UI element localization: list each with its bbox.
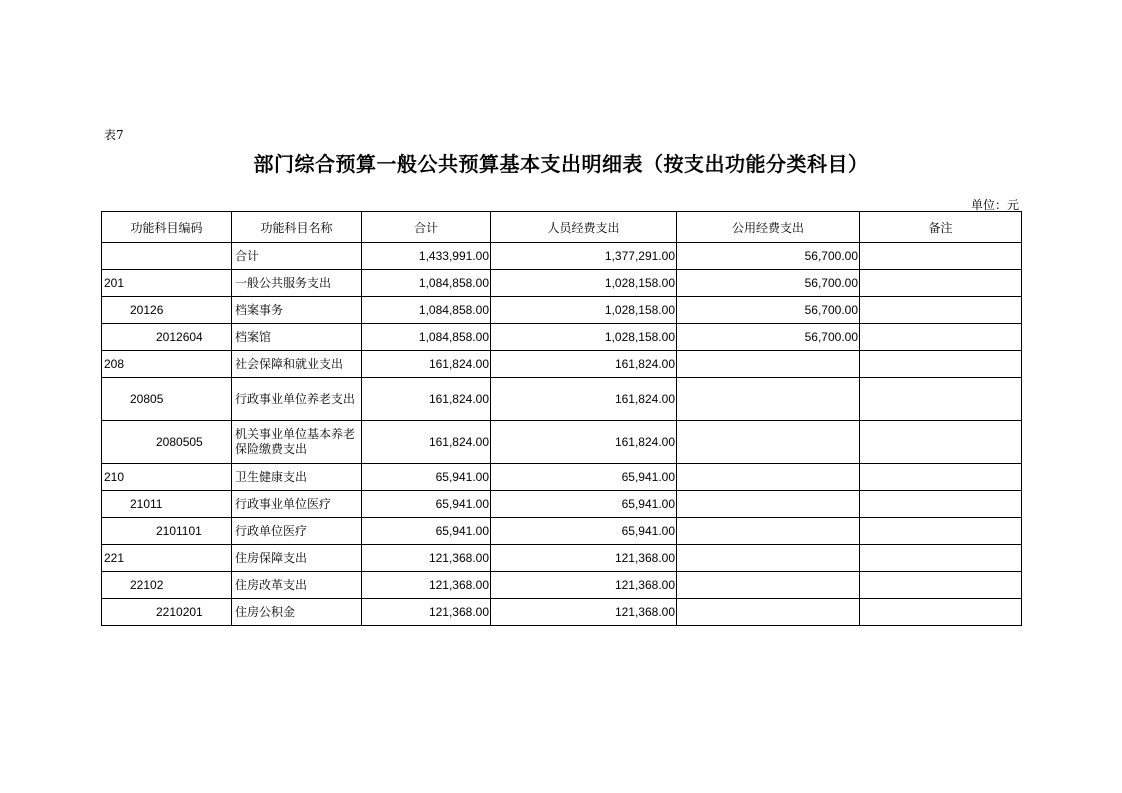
header-personnel: 人员经费支出 xyxy=(491,212,677,243)
cell-total: 121,368.00 xyxy=(362,572,491,599)
cell-name: 机关事业单位基本养老保险缴费支出 xyxy=(232,421,362,464)
cell-note xyxy=(860,572,1022,599)
header-code: 功能科目编码 xyxy=(102,212,232,243)
cell-code xyxy=(102,243,232,270)
cell-public xyxy=(677,378,860,421)
cell-name: 档案馆 xyxy=(232,324,362,351)
cell-name: 合计 xyxy=(232,243,362,270)
cell-name: 住房改革支出 xyxy=(232,572,362,599)
table-row xyxy=(102,351,1022,378)
cell-code: 2080505 xyxy=(102,421,232,464)
cell-public xyxy=(677,464,860,491)
cell-code: 20805 xyxy=(102,378,232,421)
cell-name: 行政事业单位养老支出 xyxy=(232,378,362,421)
cell-total: 121,368.00 xyxy=(362,599,491,626)
cell-total: 121,368.00 xyxy=(362,545,491,572)
cell-public: 56,700.00 xyxy=(677,324,860,351)
cell-personnel: 65,941.00 xyxy=(491,491,677,518)
cell-name: 一般公共服务支出 xyxy=(232,270,362,297)
cell-name: 社会保障和就业支出 xyxy=(232,351,362,378)
expenditure-table xyxy=(101,211,1022,626)
cell-note xyxy=(860,297,1022,324)
table-row xyxy=(102,572,1022,599)
cell-personnel: 65,941.00 xyxy=(491,518,677,545)
cell-code: 221 xyxy=(102,545,232,572)
cell-note xyxy=(860,599,1022,626)
cell-name: 卫生健康支出 xyxy=(232,464,362,491)
cell-personnel: 1,377,291.00 xyxy=(491,243,677,270)
table-row xyxy=(102,297,1022,324)
cell-personnel: 121,368.00 xyxy=(491,572,677,599)
cell-code: 210 xyxy=(102,464,232,491)
cell-public xyxy=(677,599,860,626)
cell-code: 20126 xyxy=(102,297,232,324)
cell-code: 22102 xyxy=(102,572,232,599)
table-row xyxy=(102,518,1022,545)
header-public: 公用经费支出 xyxy=(677,212,860,243)
header-total: 合计 xyxy=(362,212,491,243)
unit-label: 单位：元 xyxy=(970,198,1019,212)
table-row xyxy=(102,545,1022,572)
cell-name: 住房公积金 xyxy=(232,599,362,626)
cell-code: 21011 xyxy=(102,491,232,518)
table-row xyxy=(102,464,1022,491)
cell-personnel: 121,368.00 xyxy=(491,599,677,626)
cell-name: 行政单位医疗 xyxy=(232,518,362,545)
cell-public: 56,700.00 xyxy=(677,243,860,270)
cell-total: 1,084,858.00 xyxy=(362,297,491,324)
cell-personnel: 161,824.00 xyxy=(491,378,677,421)
cell-public xyxy=(677,421,860,464)
cell-note xyxy=(860,243,1022,270)
cell-personnel: 161,824.00 xyxy=(491,421,677,464)
cell-code: 2210201 xyxy=(102,599,232,626)
table-row xyxy=(102,324,1022,351)
page-title: 部门综合预算一般公共预算基本支出明细表（按支出功能分类科目） xyxy=(253,152,869,176)
cell-total: 161,824.00 xyxy=(362,378,491,421)
cell-name: 档案事务 xyxy=(232,297,362,324)
cell-total: 1,433,991.00 xyxy=(362,243,491,270)
cell-code: 208 xyxy=(102,351,232,378)
cell-note xyxy=(860,464,1022,491)
table-row xyxy=(102,599,1022,626)
cell-public xyxy=(677,545,860,572)
table-number: 表7 xyxy=(104,128,124,142)
cell-note xyxy=(860,351,1022,378)
cell-note xyxy=(860,491,1022,518)
cell-personnel: 121,368.00 xyxy=(491,545,677,572)
cell-note xyxy=(860,421,1022,464)
cell-total: 161,824.00 xyxy=(362,421,491,464)
cell-total: 65,941.00 xyxy=(362,518,491,545)
table-row xyxy=(102,270,1022,297)
cell-note xyxy=(860,378,1022,421)
table-row xyxy=(102,421,1022,464)
cell-total: 65,941.00 xyxy=(362,464,491,491)
cell-code: 2012604 xyxy=(102,324,232,351)
header-name: 功能科目名称 xyxy=(232,212,362,243)
cell-public xyxy=(677,351,860,378)
cell-public: 56,700.00 xyxy=(677,270,860,297)
cell-total: 1,084,858.00 xyxy=(362,324,491,351)
cell-total: 161,824.00 xyxy=(362,351,491,378)
cell-public xyxy=(677,491,860,518)
cell-public xyxy=(677,518,860,545)
cell-personnel: 1,028,158.00 xyxy=(491,270,677,297)
cell-total: 1,084,858.00 xyxy=(362,270,491,297)
cell-public: 56,700.00 xyxy=(677,297,860,324)
cell-note xyxy=(860,324,1022,351)
cell-public xyxy=(677,572,860,599)
table-row xyxy=(102,491,1022,518)
header-row xyxy=(102,212,1022,243)
cell-personnel: 65,941.00 xyxy=(491,464,677,491)
cell-personnel: 1,028,158.00 xyxy=(491,324,677,351)
cell-code: 2101101 xyxy=(102,518,232,545)
table-row xyxy=(102,243,1022,270)
cell-name: 住房保障支出 xyxy=(232,545,362,572)
table-row xyxy=(102,378,1022,421)
cell-personnel: 161,824.00 xyxy=(491,351,677,378)
cell-name: 行政事业单位医疗 xyxy=(232,491,362,518)
cell-note xyxy=(860,270,1022,297)
cell-code: 201 xyxy=(102,270,232,297)
cell-total: 65,941.00 xyxy=(362,491,491,518)
cell-note xyxy=(860,545,1022,572)
header-note: 备注 xyxy=(860,212,1022,243)
cell-personnel: 1,028,158.00 xyxy=(491,297,677,324)
cell-note xyxy=(860,518,1022,545)
